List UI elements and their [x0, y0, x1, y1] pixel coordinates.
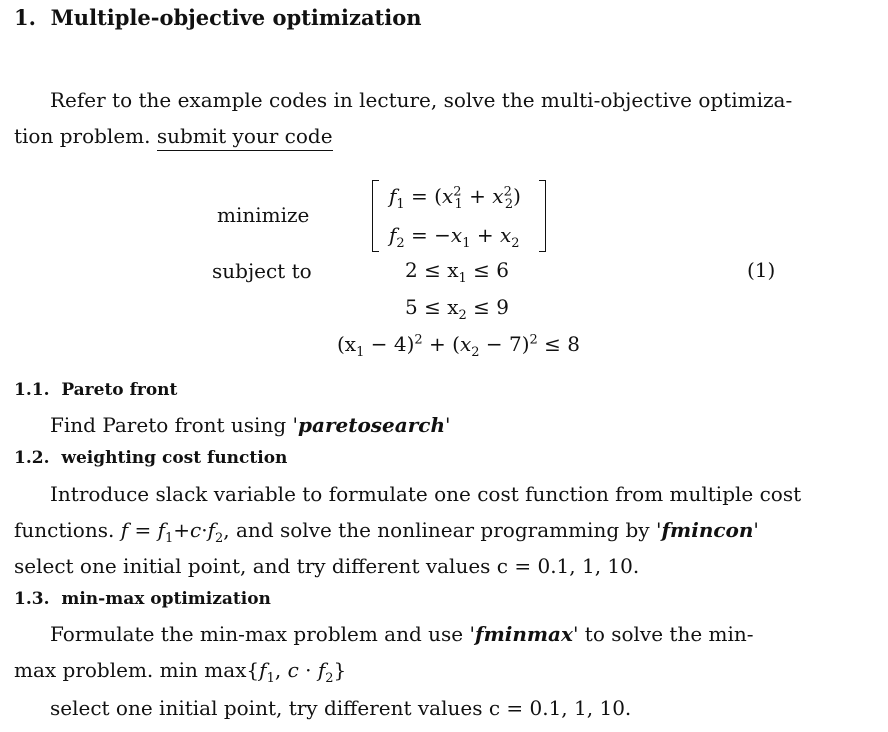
subsection-1-2-line-2: functions. $f = f_1+c\cdot f_2$, and solve the nonlinear programming by 'fmincon' [14, 518, 759, 546]
subject-to-label: subject to [212, 259, 312, 283]
c-values-1: c = 0.1, 1, 10. [496, 554, 640, 578]
fminmax-func: fminmax [474, 622, 573, 646]
subsection-1-3-line-2: max problem. $\min \max\{f_1$, $c \cdot f_2$} [14, 658, 347, 686]
fmincon-func: fmincon [661, 518, 754, 542]
left-bracket [372, 180, 379, 252]
minimize-label: minimize [217, 203, 310, 227]
intro-line-2 [14, 124, 333, 148]
right-bracket [539, 180, 546, 252]
section-heading [14, 5, 422, 30]
intro-line-2-text: tion problem. [14, 124, 157, 148]
subsection-1-1-body: Find Pareto front using 'paretosearch' [50, 413, 451, 437]
subsection-1-3-heading: 1.3. min-max optimization [14, 589, 271, 609]
submit-code-link[interactable]: submit your code [157, 124, 333, 151]
constraint-x1: $2 \le x_1 \le 6$ [405, 258, 509, 286]
objective-f1: $f_1 = (x^2_1 + x^2_2)$ [389, 184, 521, 212]
paretosearch-func: paretosearch [298, 413, 445, 437]
intro-line-1: Refer to the example codes in lecture, solve the multi-objective optimiza- [50, 88, 793, 112]
subsection-1-2-line-3: select one initial point, and try different values c = 0.1, 1, 10. [14, 554, 640, 578]
constraint-circle: $(x_1 - 4)^2 + (x_2 - 7)^2 \le 8$ [337, 332, 580, 360]
constraint-x2: $5 \le x_2 \le 9$ [405, 295, 509, 323]
section-title: Multiple-objective optimization [50, 5, 422, 30]
subsection-1-2-line-1: Introduce slack variable to formulate one cost function from multiple cost [50, 482, 802, 506]
subsection-1-2-heading: 1.2. weighting cost function [14, 448, 288, 468]
objective-f2: $f_2 = -x_1 + x_2$ [389, 223, 520, 251]
c-values-2: c = 0.1, 1, 10. [488, 696, 632, 720]
section-number: 1. [14, 5, 36, 30]
equation-number: (1) [747, 258, 776, 282]
subsection-1-3-line-1: Formulate the min-max problem and use 'fminmax' to solve the min- [50, 622, 754, 646]
subsection-1-3-line-3: select one initial point, try different values c = 0.1, 1, 10. [50, 696, 632, 720]
subsection-1-1-heading: 1.1. Pareto front [14, 380, 178, 400]
